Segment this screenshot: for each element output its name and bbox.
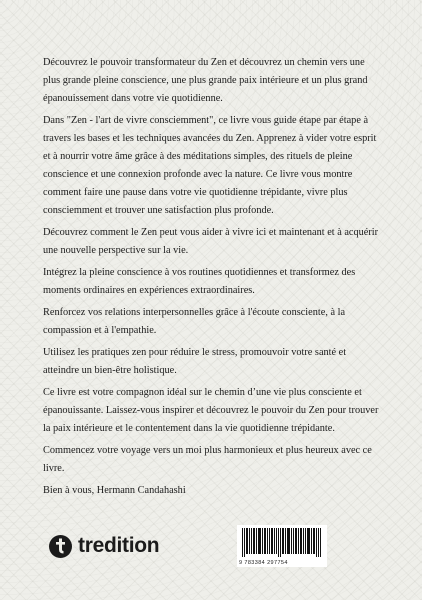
blurb-paragraph-6: Utilisez les pratiques zen pour réduire le stress, promouvoir votre santé et atteindre un bien-être holistique. (43, 347, 347, 376)
blurb-paragraph-8: Commencez votre voyage vers un moi plus harmonieux et plus heureux avec ce livre. (43, 445, 372, 474)
blurb-paragraph-3: Découvrez comment le Zen peut vous aider à vivre ici et maintenant et à acquérir une nouvelle perspective sur la vie. (43, 227, 379, 256)
publisher-name: tredition (78, 534, 160, 557)
barcode-bars (242, 528, 322, 557)
blurb-paragraph-1: Découvrez le pouvoir transformateur du Zen et découvrez un chemin vers une plus grande pleine conscience, une plus grande paix intérieure et un plus grand épanouissement dans votre vie quotidienne. (43, 57, 368, 104)
blurb-paragraph-5: Renforcez vos relations interpersonnelles grâce à l'écoute consciente, à la compassion et à l'empathie. (43, 307, 346, 336)
blurb-paragraph-4: Intégrez la pleine conscience à vos routines quotidiennes et transformez des moments ordinaires en expériences extraordinaires. (43, 267, 356, 296)
isbn-barcode (237, 525, 327, 567)
tredition-logo-icon (49, 535, 72, 558)
blurb-paragraph-2: Dans "Zen - l'art de vivre consciemment", ce livre vous guide étape par étape à travers les bases et les techniques avancées du Zen. Apprenez à vider votre esprit et à nourrir votre âme grâce à des méditations simples, des rituels de pleine conscience et une connexion profonde avec la nature. Ce livre vous montre comment faire une pause dans votre vie quotidienne trépidante, vivre plus consciemment et trouver une satisfaction plus profonde. (43, 115, 377, 216)
publisher-logo (49, 534, 159, 558)
blurb-paragraph-7: Ce livre est votre compagnon idéal sur le chemin d’une vie plus consciente et épanouissante. Laissez-vous inspirer et découvrez le pouvoir du Zen pour trouver la paix intérieure et le contentement dans la vie quotidienne trépidante. (43, 387, 379, 434)
blurb-text (43, 54, 379, 504)
blurb-signature: Bien à vous, Hermann Candahashi (43, 485, 186, 496)
isbn-number: 9 783384 297754 (239, 560, 288, 566)
